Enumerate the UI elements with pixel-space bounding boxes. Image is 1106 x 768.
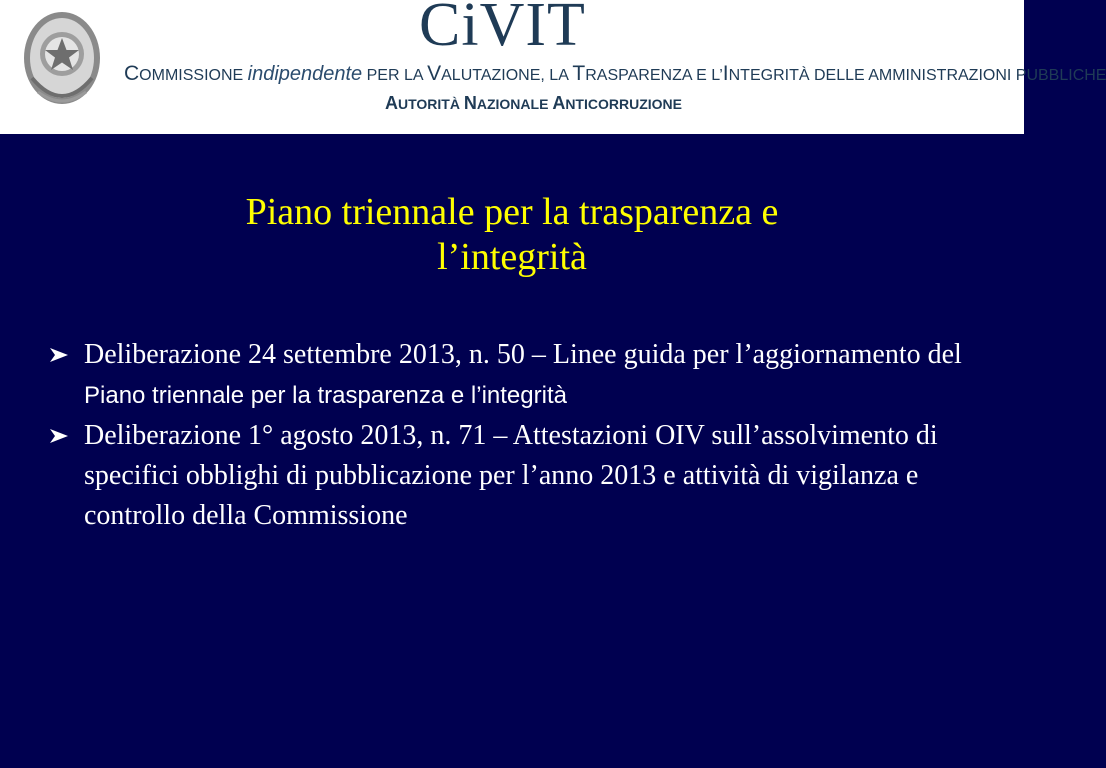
header-banner <box>0 0 1106 134</box>
authority-name <box>385 94 682 112</box>
commission-name-segment: RASPARENZA E L’ <box>585 67 723 84</box>
bullet-text: Deliberazione 24 settembre 2013, n. 50 – Linee guida per l’aggiornamento del <box>84 339 962 370</box>
commission-name-segment: V <box>427 62 442 85</box>
bullet-sans-text: Piano triennale per la trasparenza e l’integrità <box>84 382 567 409</box>
authority-name-segment: NTICORRUZIONE <box>565 96 682 112</box>
authority-name-segment: N <box>463 93 477 113</box>
slide-title-line-1: Piano triennale per la trasparenza e <box>245 191 779 233</box>
slide-title-line-2: l’integrità <box>437 236 587 278</box>
emblem-icon <box>20 6 104 118</box>
bullet-list <box>46 335 1006 536</box>
commission-name-segment: NTEGRITÀ DELLE AMMINISTRAZIONI PUBBLICHE <box>728 67 1106 84</box>
authority-name-segment: UTORITÀ <box>398 96 464 112</box>
authority-name-segment: AZIONALE <box>476 96 553 112</box>
arrow-bullet-icon <box>48 428 70 444</box>
commission-name-segment: I <box>722 62 729 85</box>
authority-name-segment: A <box>385 93 398 113</box>
commission-name-segment: indipendente <box>247 63 363 85</box>
arrow-bullet-icon <box>48 347 70 363</box>
bullet-text: Deliberazione 1° agosto 2013, n. 71 – Attestazioni OIV sull’assolvimento di specifici obblighi di pubblicazione per l’anno 2013 e attività di vigilanza e controllo della Commissione <box>84 420 938 531</box>
authority-name-segment: A <box>552 93 566 113</box>
commission-name-segment: OMMISSIONE <box>139 67 248 84</box>
slide-title <box>0 190 1024 280</box>
commission-name-segment: ALUTAZIONE, LA <box>441 67 573 84</box>
list-item <box>46 335 1006 416</box>
commission-name-segment: C <box>124 62 140 85</box>
brand-title: CiVIT <box>419 0 586 59</box>
commission-full-name <box>124 63 1106 84</box>
commission-name-segment: PER LA <box>362 67 428 84</box>
commission-name-segment: T <box>572 62 586 85</box>
list-item <box>46 416 1006 536</box>
